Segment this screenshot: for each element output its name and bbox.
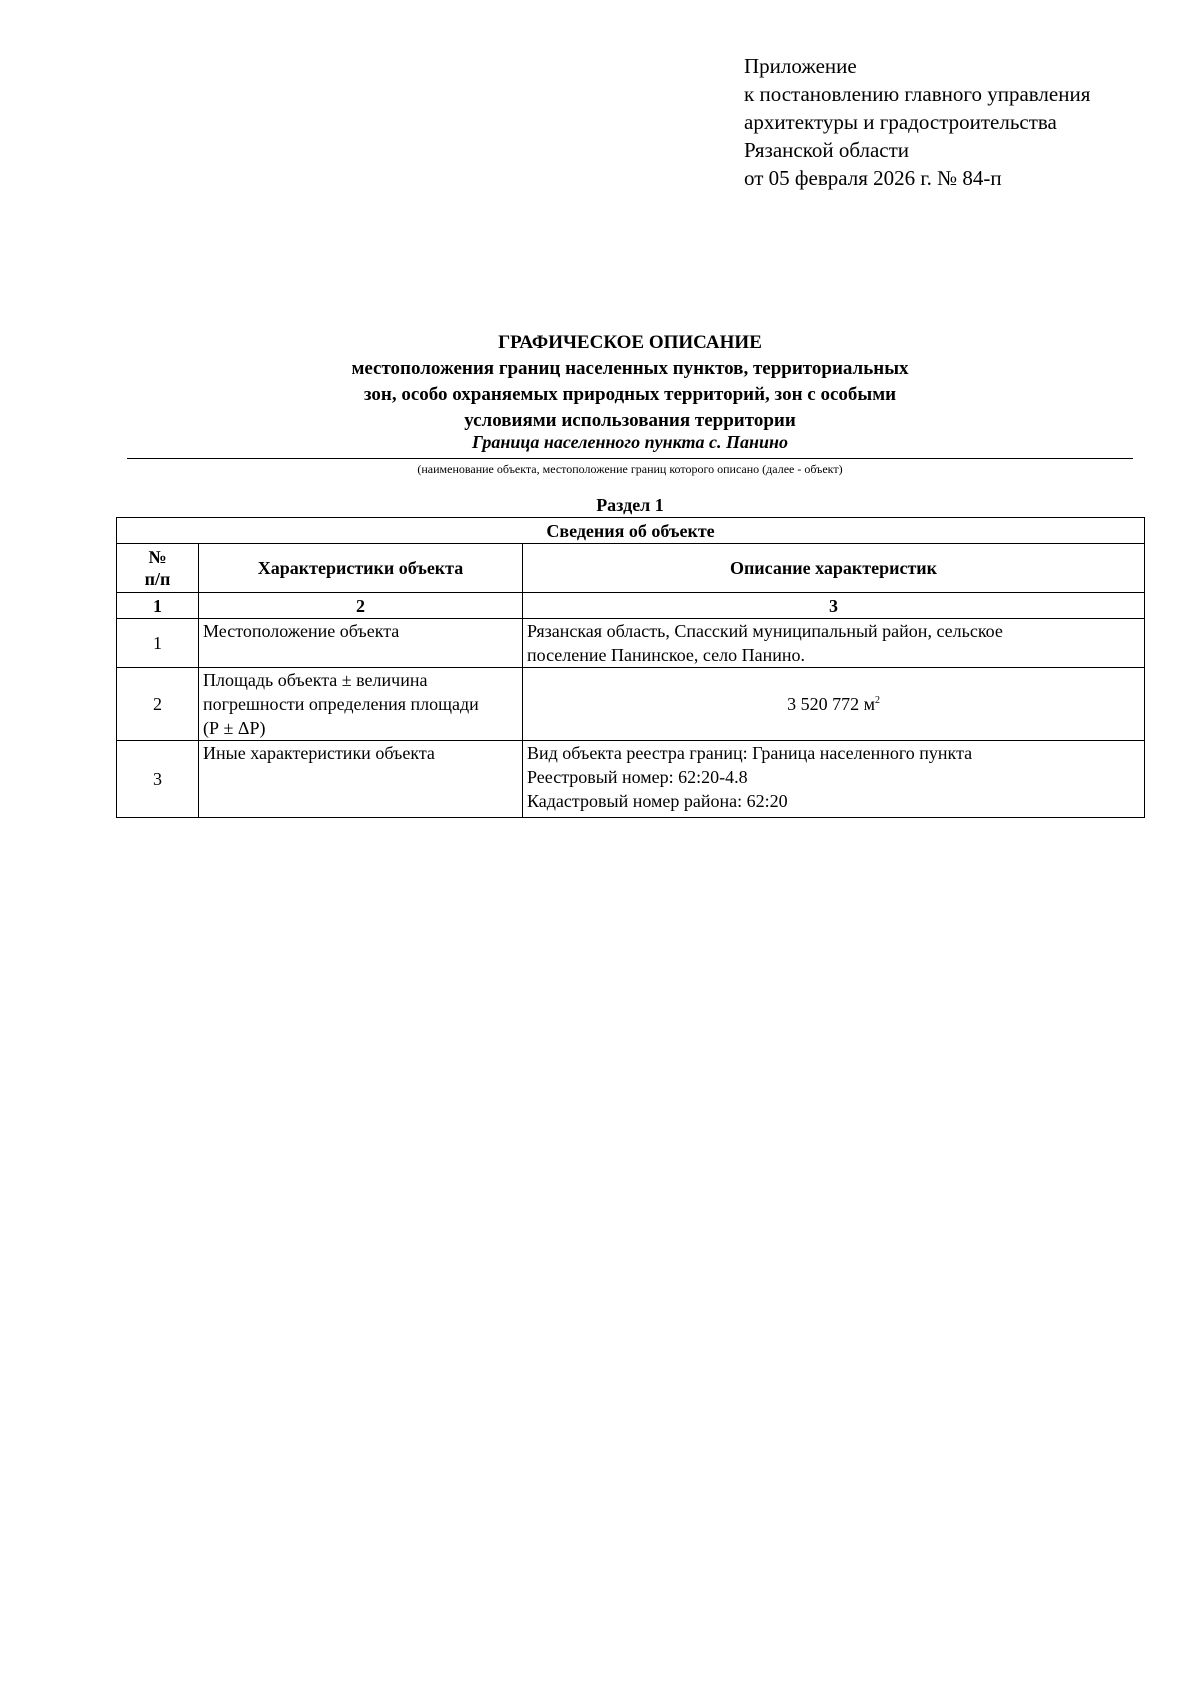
column-header-characteristic: Характеристики объекта	[199, 544, 523, 593]
document-subtitle-line: зон, особо охраняемых природных территорий, зон с особыми	[363, 384, 897, 405]
document-title-block	[127, 330, 1133, 434]
document-title: ГРАФИЧЕСКОЕ ОПИСАНИЕ	[498, 332, 762, 353]
appendix-header	[744, 52, 1090, 192]
characteristic-line: (Р ± ΔР)	[203, 718, 266, 738]
area-unit-exponent: 2	[874, 695, 880, 706]
description-line: Кадастровый номер района: 62:20	[527, 791, 788, 811]
row-description	[523, 741, 1145, 818]
object-name: Граница населенного пункта с. Панино	[472, 432, 788, 452]
appendix-line: от 05 февраля 2026 г. № 84-п	[744, 166, 1002, 190]
column-number: 2	[199, 593, 523, 619]
column-numbers-row	[117, 593, 1145, 619]
column-header-number: № п/п	[117, 544, 199, 593]
column-number: 1	[117, 593, 199, 619]
object-info-table	[116, 517, 1145, 818]
object-name-underline	[127, 458, 1133, 459]
row-description	[523, 619, 1145, 668]
appendix-line: архитектуры и градостроительства	[744, 110, 1057, 134]
description-line: поселение Панинское, село Панино.	[527, 645, 805, 665]
row-number: 1	[117, 619, 199, 668]
row-number: 2	[117, 668, 199, 741]
area-value	[523, 668, 1145, 741]
section-heading: Раздел 1	[596, 495, 664, 515]
table-row	[117, 668, 1145, 741]
characteristic-line: Площадь объекта ± величина	[203, 670, 428, 690]
document-subtitle-line: местоположения границ населенных пунктов, территориальных	[351, 358, 909, 379]
column-header-description: Описание характеристик	[523, 544, 1145, 593]
row-characteristic: Иные характеристики объекта	[199, 741, 523, 818]
table-row	[117, 741, 1145, 818]
row-number: 3	[117, 741, 199, 818]
appendix-line: Приложение	[744, 54, 857, 78]
appendix-line: Рязанской области	[744, 138, 910, 162]
column-number: 3	[523, 593, 1145, 619]
row-characteristic	[199, 668, 523, 741]
appendix-line: к постановлению главного управления	[744, 82, 1091, 106]
description-line: Рязанская область, Спасский муниципальный район, сельское	[527, 621, 1003, 641]
table-caption: Сведения об объекте	[117, 518, 1145, 544]
area-number: 3 520 772 м	[787, 694, 875, 714]
characteristic-line: погрешности определения площади	[203, 694, 479, 714]
description-line: Вид объекта реестра границ: Граница населенного пункта	[527, 743, 973, 763]
object-name-caption: (наименование объекта, местоположение границ которого описано (далее - объект)	[417, 462, 843, 476]
table-caption-row	[117, 518, 1145, 544]
table-header-row	[117, 544, 1145, 593]
document-subtitle-line: условиями использования территории	[464, 410, 796, 431]
row-characteristic: Местоположение объекта	[199, 619, 523, 668]
description-line: Реестровый номер: 62:20-4.8	[527, 767, 748, 787]
table-row	[117, 619, 1145, 668]
